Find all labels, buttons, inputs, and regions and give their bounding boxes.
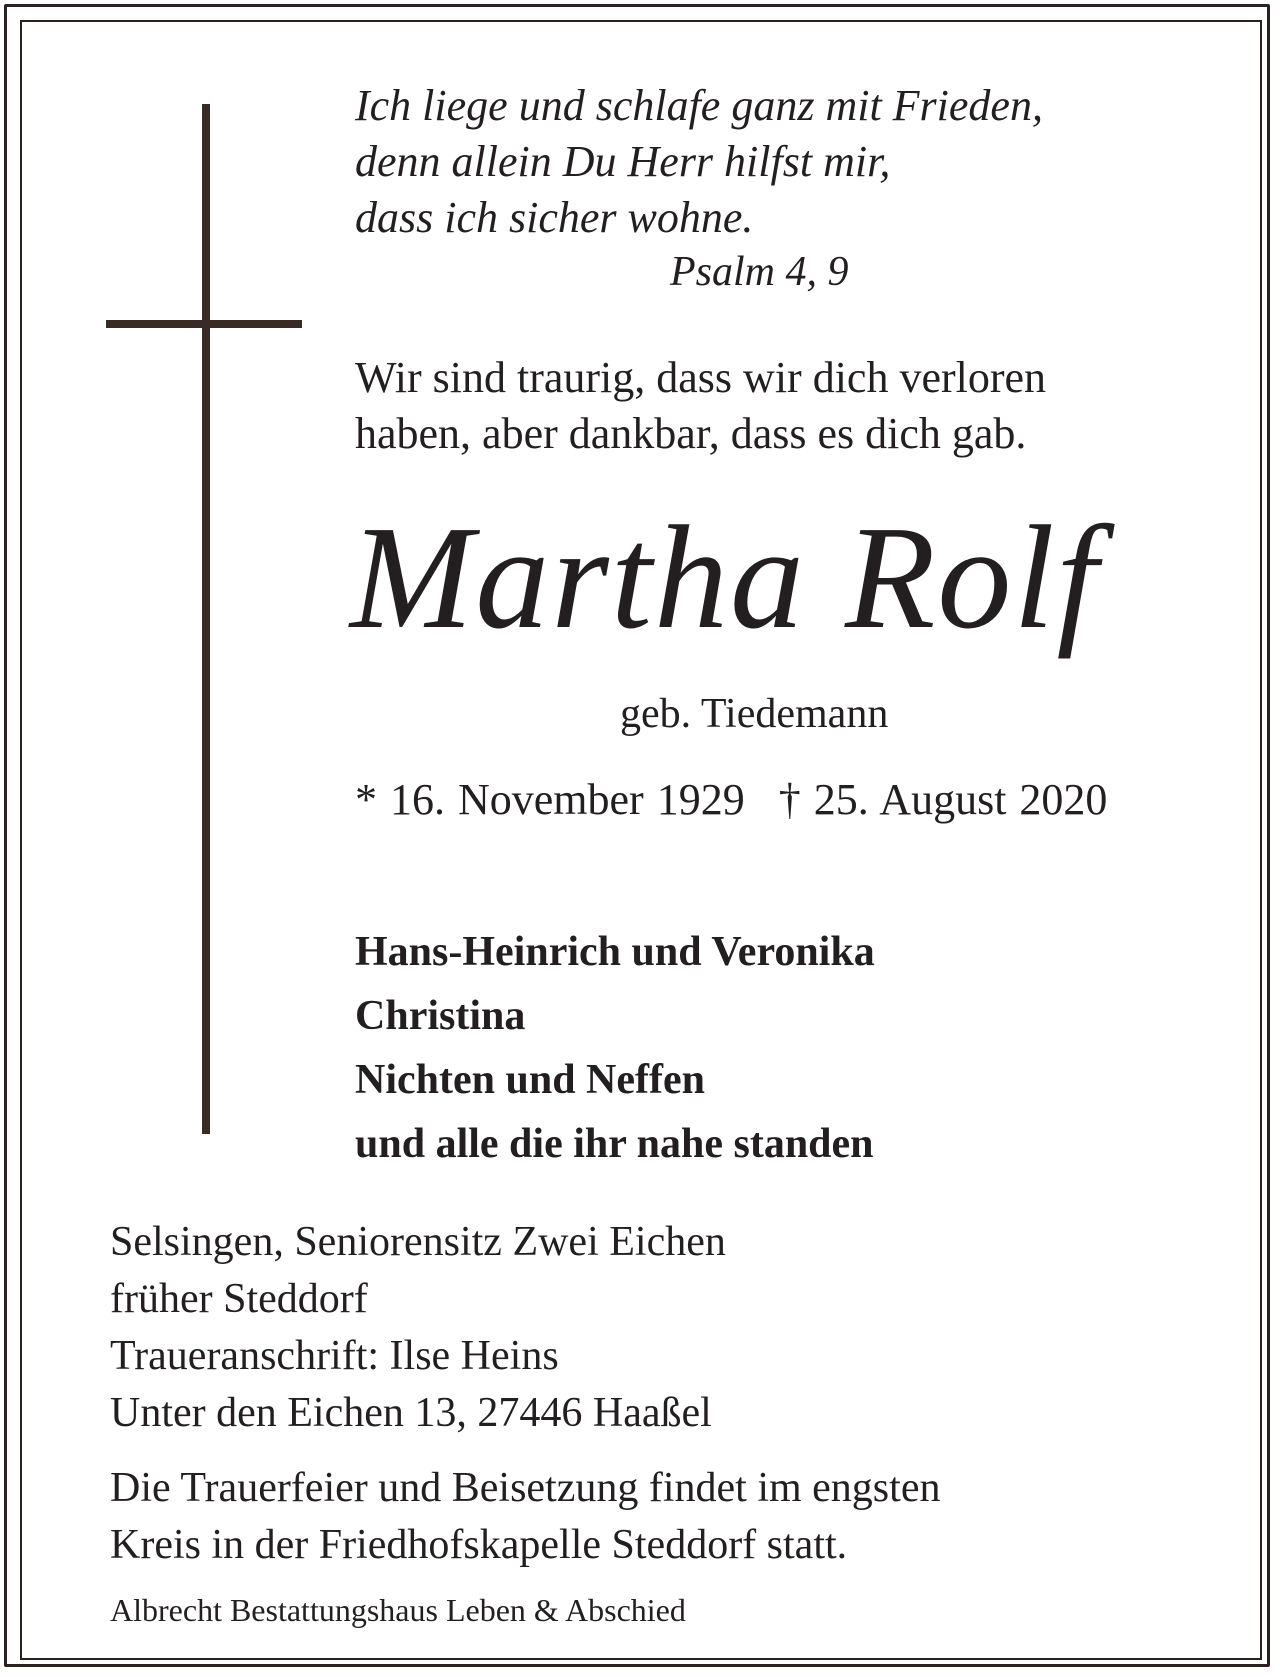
- address-block: [110, 1214, 726, 1442]
- psalm-line: dass ich sicher wohne.: [355, 193, 754, 242]
- death-date: † 25. August 2020: [778, 775, 1108, 824]
- sorrow-text: [355, 350, 1046, 462]
- address-line: Unter den Eichen 13, 27446 Haaßel: [110, 1390, 712, 1436]
- psalm-quote: [355, 78, 1043, 246]
- mourner-line: Christina: [355, 993, 526, 1039]
- address-line: Selsingen, Seniorensitz Zwei Eichen: [110, 1219, 726, 1265]
- psalm-line: Ich liege und schlafe ganz mit Frieden,: [355, 81, 1043, 130]
- life-dates: [355, 774, 1107, 825]
- mourner-line: Hans-Heinrich und Veronika: [355, 929, 875, 975]
- undertaker-name: Albrecht Bestattungshaus Leben & Abschied: [110, 1592, 686, 1628]
- psalm-line: denn allein Du Herr hilfst mir,: [355, 137, 891, 186]
- cross-horizontal-bar: [106, 320, 302, 328]
- sorrow-line: Wir sind traurig, dass wir dich verloren: [355, 353, 1047, 402]
- service-notice: [110, 1460, 940, 1574]
- address-line: früher Steddorf: [110, 1276, 368, 1322]
- psalm-reference: Psalm 4, 9: [670, 249, 849, 295]
- mourner-line: Nichten und Neffen: [355, 1057, 706, 1103]
- address-line: Traueranschrift: Ilse Heins: [110, 1333, 559, 1379]
- sorrow-line: haben, aber dankbar, dass es dich gab.: [355, 409, 1027, 458]
- service-line: Kreis in der Friedhofskapelle Steddorf statt.: [110, 1522, 848, 1568]
- birth-date: * 16. November 1929: [355, 775, 745, 824]
- deceased-name: Martha Rolf: [350, 496, 1100, 660]
- mourners-list: [355, 920, 875, 1176]
- service-line: Die Trauerfeier und Beisetzung findet im engsten: [110, 1465, 941, 1511]
- mourner-line: und alle die ihr nahe standen: [355, 1121, 874, 1167]
- cross-vertical-bar: [202, 104, 210, 1134]
- birth-name: geb. Tiedemann: [620, 691, 889, 737]
